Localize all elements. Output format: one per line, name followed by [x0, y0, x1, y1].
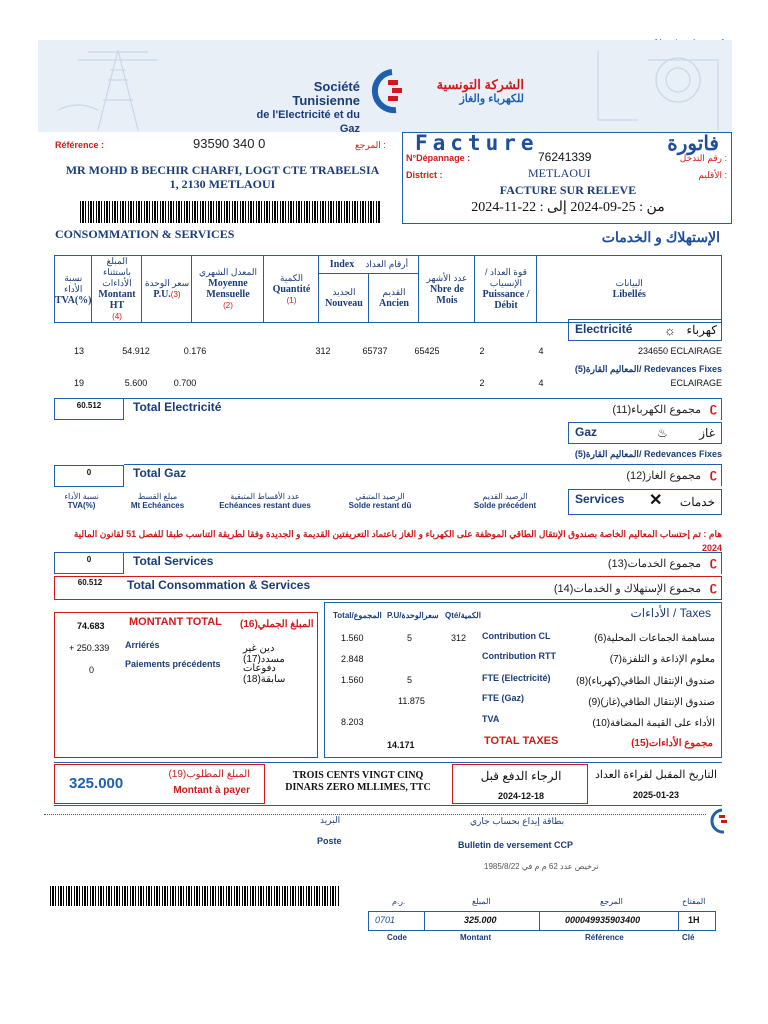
- gaz-label-ar: غاز: [699, 426, 715, 440]
- col-nouveau: الجديد Nouveau: [319, 274, 369, 323]
- table-row: 1.560 5 312 Contribution CL مساهمة الجماعات المحلية(6): [341, 631, 715, 644]
- company-name-fr: Société Tunisienne de l'Electricité et du Gaz: [256, 79, 360, 135]
- taxes-col-total: Total/المجموع: [333, 611, 382, 620]
- table-row: 8.203 TVA الأداء على القيمة المضافة(10): [341, 714, 715, 729]
- steg-mini-icon: ʗ: [709, 579, 717, 594]
- ccp-ref-label: Référence: [585, 933, 624, 942]
- ccp-code-value: 0701: [375, 915, 396, 925]
- table-row: 19 5.600 0.700 2 4 ECLAIRAGE: [73, 378, 722, 388]
- col-ancien: القديم Ancien: [369, 274, 419, 323]
- ccp-ref-label-ar: المرجع: [600, 897, 623, 906]
- col-moyenne: المعدل الشهري Moyenne Mensuelle (2): [192, 256, 264, 323]
- steg-mini-icon: ʗ: [709, 466, 717, 481]
- ccp-code-label-ar: ر.م.: [392, 897, 406, 906]
- customer-address: MR MOHD B BECHIR CHARFI, LOGT CTE TRABELSIA 1, 2130 METLAOUI: [65, 163, 380, 191]
- services-col-echeances: عدد الأقساط المتبقية Echéances restant dues: [219, 492, 311, 510]
- due-date-label: الرجاء الدفع قبل: [480, 769, 562, 783]
- ccp-ref-value: 000049935903400: [565, 915, 641, 925]
- district-label-ar: الأقليم :: [698, 170, 727, 180]
- due-date-value: 2024-12-18: [497, 791, 545, 801]
- poste-label-ar: البريد: [320, 815, 341, 825]
- services-label-ar: خدمات: [679, 495, 715, 509]
- facture-type: FACTURE SUR RELEVE: [499, 183, 637, 197]
- steg-logo-small-icon: [708, 806, 730, 839]
- table-row: 13 54.912 0.176 312 65737 65425 2 4 234650 ECLAIRAGE: [73, 346, 722, 356]
- ccp-code-label: Code: [387, 933, 407, 942]
- consumption-header-table: [54, 255, 722, 323]
- amount-to-pay-label-ar: المبلغ المطلوب(19): [168, 769, 250, 780]
- total-services-label-ar: مجموع الخدمات(13): [607, 558, 701, 570]
- due-date-box: [452, 764, 588, 804]
- facture-title-ar: فاتورة: [667, 133, 719, 155]
- total-taxes-value: 14.171: [387, 740, 415, 750]
- total-services-bar: [124, 552, 722, 574]
- total-services-value-box: [54, 552, 124, 574]
- redevances-gaz-label: المعاليم القارة(5)/ Redevances Fixes: [574, 449, 722, 459]
- steg-mini-icon: ʗ: [709, 554, 717, 569]
- reference-label-ar: المرجع :: [355, 140, 386, 150]
- col-tva: نسبة الأداء TVA(%): [55, 256, 92, 323]
- next-reading-date: 2025-01-23: [632, 790, 680, 800]
- redevances-elec-label: المعاليم القارة(5)/ Redevances Fixes: [574, 364, 722, 374]
- flame-icon: ♨: [657, 426, 668, 440]
- total-elec-bar: [124, 398, 722, 420]
- total-consumption-value: 60.512: [77, 578, 103, 587]
- company-name-ar: الشركة التونسية للكهرباء والغاز: [436, 77, 524, 105]
- total-consumption-label: Total Consommation & Services: [127, 578, 311, 592]
- paiements-label: Paiements précédents: [125, 659, 221, 669]
- barcode-bottom: [50, 886, 340, 906]
- cut-line: [44, 814, 706, 815]
- services-col-mt: مبلغ القسط Mt Echéances: [130, 492, 185, 510]
- ccp-title-ar: بطاقة إيداع بحساب جاري: [470, 816, 565, 826]
- total-taxes-label-ar: مجموع الأداءات(15): [631, 738, 713, 749]
- consumption-title-fr: CONSOMMATION & SERVICES: [55, 227, 235, 241]
- facture-box: [402, 132, 732, 224]
- reference-value: 93590 340 0: [193, 136, 266, 151]
- poste-label: Poste: [317, 836, 342, 846]
- table-row: 1.560 5 FTE (Electricité) صندوق الإنتقال الطاقي(كهرباء)(8): [341, 673, 715, 687]
- arrieres-label-ar: دين غير مسدد(17): [243, 643, 285, 665]
- facture-title-fr: Facture: [415, 131, 539, 155]
- total-elec-value-box: [54, 398, 124, 420]
- taxes-col-pu: P.U/سعرالوحدة: [387, 611, 439, 620]
- paiements-value: 0: [89, 665, 95, 675]
- barcode-top: [80, 201, 380, 223]
- montant-total-label: MONTANT TOTAL: [129, 616, 222, 628]
- ccp-montant-label-ar: المبلغ: [472, 897, 491, 906]
- ccp-cle-label-ar: المفتاح: [682, 897, 706, 906]
- col-ht: المبلغ باستثناء الأداءات Montant HT (4): [92, 256, 142, 323]
- services-box: [568, 489, 722, 515]
- montant-total-value: 74.683: [77, 621, 105, 631]
- total-consumption-label-ar: مجموع الإستهلاك و الخدمات(14): [553, 583, 701, 595]
- montant-total-label-ar: المبلغ الجملي(16): [240, 619, 314, 630]
- bulb-icon: ☼: [664, 323, 676, 338]
- ccp-cle-value: 1H: [688, 915, 700, 925]
- electricite-label: Electricité: [575, 322, 633, 336]
- total-elec-label-ar: مجموع الكهرباء(11): [612, 404, 701, 416]
- tools-icon: ✕: [649, 492, 663, 509]
- paiements-label-ar: دفوعات سابقة(18): [243, 663, 286, 685]
- consumption-title-ar: الإستهلاك و الخدمات: [601, 229, 720, 245]
- col-quantite: الكمية Quantité (1): [264, 256, 319, 323]
- electricite-box: [568, 319, 722, 341]
- arrieres-value: + 250.339: [69, 643, 110, 653]
- reference-label: Référence :: [55, 140, 105, 150]
- ccp-cle-label: Clé: [682, 933, 695, 942]
- steg-mini-icon: ʗ: [709, 400, 717, 415]
- total-gaz-bar: [124, 464, 722, 486]
- amount-to-pay-value: 325.000: [69, 775, 124, 792]
- total-services-label: Total Services: [133, 554, 214, 568]
- depannage-value: 76241339: [538, 150, 592, 164]
- taxes-col-qte: Qté/الكمية: [445, 611, 481, 620]
- total-gaz-value-box: [54, 465, 124, 487]
- amount-to-pay-label: Montant à payer: [173, 785, 250, 796]
- arrieres-label: Arriérés: [125, 640, 160, 650]
- total-gaz-value: 0: [86, 468, 92, 477]
- ccp-montant-label: Montant: [460, 933, 492, 942]
- amount-to-pay-box: [54, 764, 265, 804]
- services-col-solde: الرصيد المتبقي Solde restant dû: [348, 492, 412, 510]
- total-taxes-label: TOTAL TAXES: [484, 735, 559, 747]
- total-gaz-label: Total Gaz: [133, 466, 187, 480]
- steg-logo-icon: [366, 66, 410, 119]
- table-row: 11.875 FTE (Gaz) صندوق الإنتقال الطاقي(غاز)(9): [398, 693, 715, 708]
- total-consumption-bar: [54, 576, 722, 600]
- ccp-title: Bulletin de versement CCP: [458, 840, 574, 850]
- total-elec-label: Total Electricité: [133, 400, 222, 414]
- montant-total-box: [54, 612, 318, 758]
- ccp-montant-value: 325.000: [464, 915, 497, 925]
- col-libelles: البيانات Libellés: [537, 256, 722, 323]
- table-row: 2.848 Contribution RTT معلوم الإذاعة و التلفزة(7): [341, 651, 715, 665]
- ccp-values-box: [368, 911, 716, 931]
- col-pu: سعر الوحدة P.U.(3): [142, 256, 192, 323]
- electricite-label-ar: كهرباء: [686, 323, 717, 337]
- amount-in-words: TROIS CENTS VINGT CINQ DINARS ZERO MLLIMES, TTC: [285, 770, 431, 793]
- billing-period: من : 25-09-2024 إلى : 22-11-2024: [471, 200, 665, 215]
- depannage-label: N°Dépannage :: [406, 153, 471, 163]
- district-label: District :: [406, 170, 443, 180]
- total-gaz-label-ar: مجموع الغاز(12): [626, 470, 701, 482]
- next-reading-label: التاريخ المقبل لقراءة العداد: [594, 769, 718, 781]
- notice-text: هام : تم إحتساب المعاليم الخاصة بصندوق الإنتقال الطاقي الموظفة على الكهرباء و الغاز باعتماد التعريفتين القديمة و الجديدة وفقا لطريقة التناسب طبقا للفصل 51 لقانون المالية 2024: [73, 529, 722, 553]
- total-services-value: 0: [86, 555, 92, 564]
- depannage-label-ar: رقم التدخل :: [679, 153, 727, 163]
- district-value: METLAOUI: [528, 166, 591, 180]
- taxes-title: الأداءات / Taxes: [630, 606, 711, 620]
- services-col-tva: نسبة الأداء TVA(%): [64, 492, 99, 510]
- services-col-precedent: الرصيد القديم Solde précédent: [473, 492, 537, 510]
- col-index: Index أرقام العداد: [319, 256, 419, 274]
- ccp-licence: ترخيص عدد 62 م م في 1985/8/22: [484, 862, 599, 871]
- total-elec-value: 60.512: [76, 401, 102, 410]
- gaz-box: [568, 422, 722, 444]
- col-puissance: قوة العداد / الإنسياب Puissance / Débit: [475, 256, 537, 323]
- col-mois: عدد الأشهر Nbre de Mois: [419, 256, 475, 323]
- services-label: Services: [575, 492, 625, 506]
- taxes-box: [324, 602, 722, 758]
- gaz-label: Gaz: [575, 425, 598, 439]
